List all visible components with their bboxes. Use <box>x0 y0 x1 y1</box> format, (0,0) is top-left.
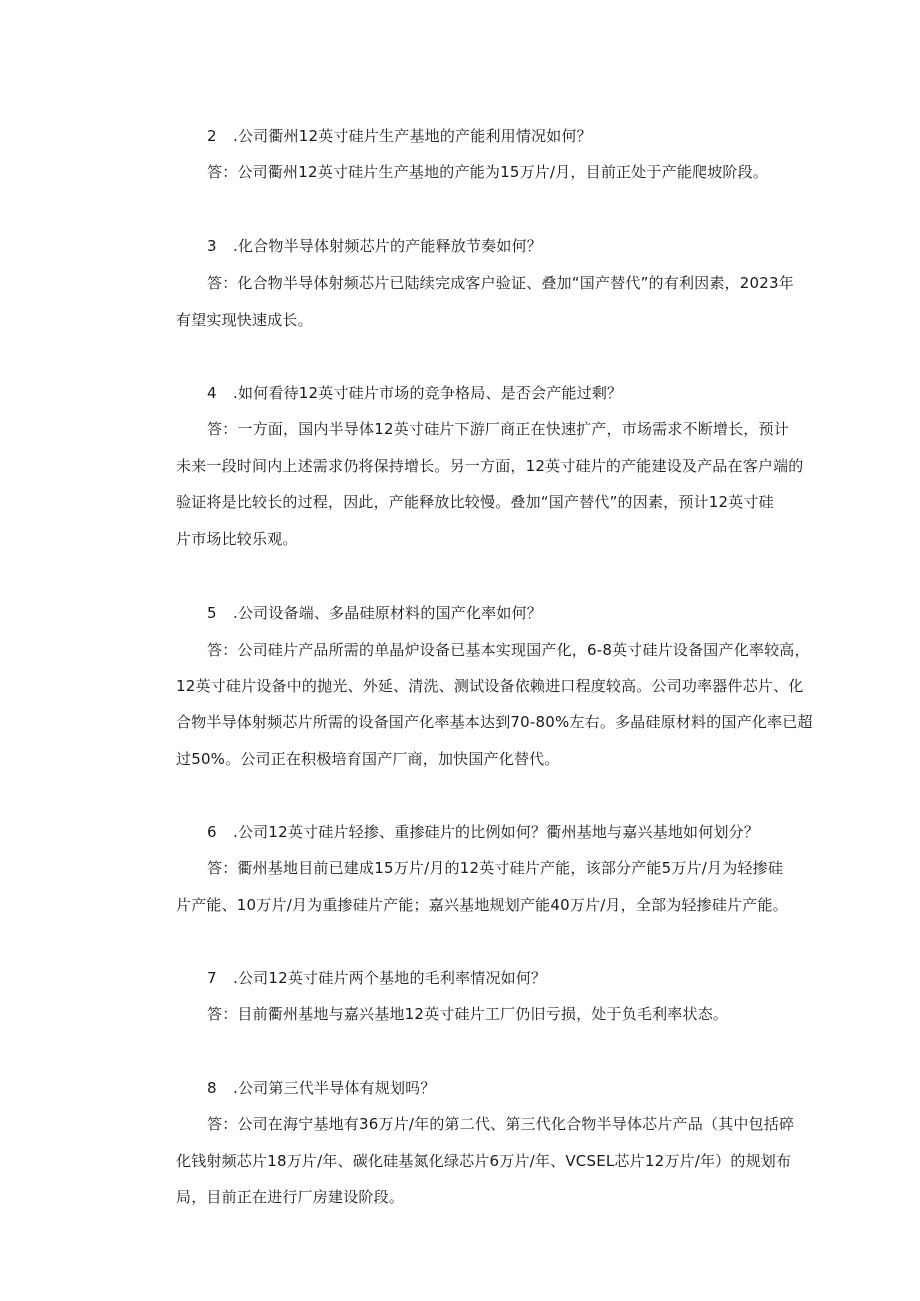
question-number: 7 <box>207 969 217 987</box>
question-4 <box>207 383 622 403</box>
answer-4-line-2: 未来一段时间内上述需求仍将保持增长。另一方面，12英寸硅片的产能建设及产品在客户端的 <box>176 457 804 475</box>
answer-4-line-3: 验证将是比较长的过程，因此，产能释放比较慢。叠加“国产替代”的因素，预计12英寸硅 <box>176 493 774 511</box>
question-number: 3 <box>207 237 217 255</box>
question-text: .公司设备端、多晶硅原材料的国产化率如何？ <box>233 604 542 622</box>
question-text: .公司第三代半导体有规划吗？ <box>233 1079 436 1097</box>
answer-4-line-4: 片市场比较乐观。 <box>176 530 298 548</box>
question-number: 6 <box>207 823 217 841</box>
answer-4-line-1: 答：一方面，国内半导体12英寸硅片下游厂商正在快速扩产，市场需求不断增长，预计 <box>207 420 789 438</box>
question-7 <box>207 968 546 988</box>
question-5 <box>207 603 542 623</box>
question-text: .公司12英寸硅片两个基地的毛利率情况如何？ <box>233 969 547 987</box>
answer-5-line-4: 过50%。公司正在积极培育国产厂商，加快国产化替代。 <box>176 750 560 768</box>
answer-8-line-1: 答：公司在海宁基地有36万片/年的第二代、第三代化合物半导体芯片产品（其中包括碎 <box>207 1115 795 1133</box>
question-number: 2 <box>207 127 217 145</box>
answer-5-line-2: 12英寸硅片设备中的抛光、外延、清洗、测试设备依赖进口程度较高。公司功率器件芯片、化 <box>176 677 804 695</box>
answer-6-line-1: 答：衢州基地目前已建成15万片/月的12英寸硅片产能，该部分产能5万片/月为轻掺硅 <box>207 859 784 877</box>
question-text: .公司衢州12英寸硅片生产基地的产能利用情况如何？ <box>233 127 592 145</box>
answer-6-line-2: 片产能、10万片/月为重掺硅片产能；嘉兴基地规划产能40万片/月，全部为轻掺硅片产能。 <box>176 896 788 914</box>
question-6 <box>207 822 759 842</box>
answer-5-line-3: 合物半导体射频芯片所需的设备国产化率基本达到70-80%左右。多晶硅原材料的国产化率已超 <box>176 713 813 731</box>
answer-5-line-1: 答：公司硅片产品所需的单晶炉设备已基本实现国产化，6-8英寸硅片设备国产化率较高， <box>207 641 810 659</box>
question-text: .化合物半导体射频芯片的产能释放节奏如何？ <box>233 237 542 255</box>
answer-2-line-1: 答：公司衢州12英寸硅片生产基地的产能为15万片/月，目前正处于产能爬坡阶段。 <box>207 163 769 181</box>
answer-8-line-2: 化钱射频芯片18万片/年、碳化硅基氮化绿芯片6万片/年、VCSEL芯片12万片/年）的规划布 <box>176 1152 792 1170</box>
question-text: .公司12英寸硅片轻掺、重掺硅片的比例如何？衢州基地与嘉兴基地如何划分？ <box>233 823 760 841</box>
question-number: 5 <box>207 604 217 622</box>
question-2 <box>207 126 592 146</box>
question-8 <box>207 1078 436 1098</box>
answer-3-line-1: 答：化合物半导体射频芯片已陆续完成客户验证、叠加“国产替代”的有利因素，2023年 <box>207 274 794 292</box>
answer-3-line-2: 有望实现快速成长。 <box>176 311 313 329</box>
answer-7-line-1: 答：目前衢州基地与嘉兴基地12英寸硅片工厂仍旧亏损，处于负毛利率状态。 <box>207 1005 729 1023</box>
answer-8-line-3: 局，目前正在进行厂房建设阶段。 <box>176 1188 405 1206</box>
question-text: .如何看待12英寸硅片市场的竞争格局、是否会产能过剩？ <box>233 384 623 402</box>
question-number: 8 <box>207 1079 217 1097</box>
question-number: 4 <box>207 384 217 402</box>
question-3 <box>207 236 542 256</box>
